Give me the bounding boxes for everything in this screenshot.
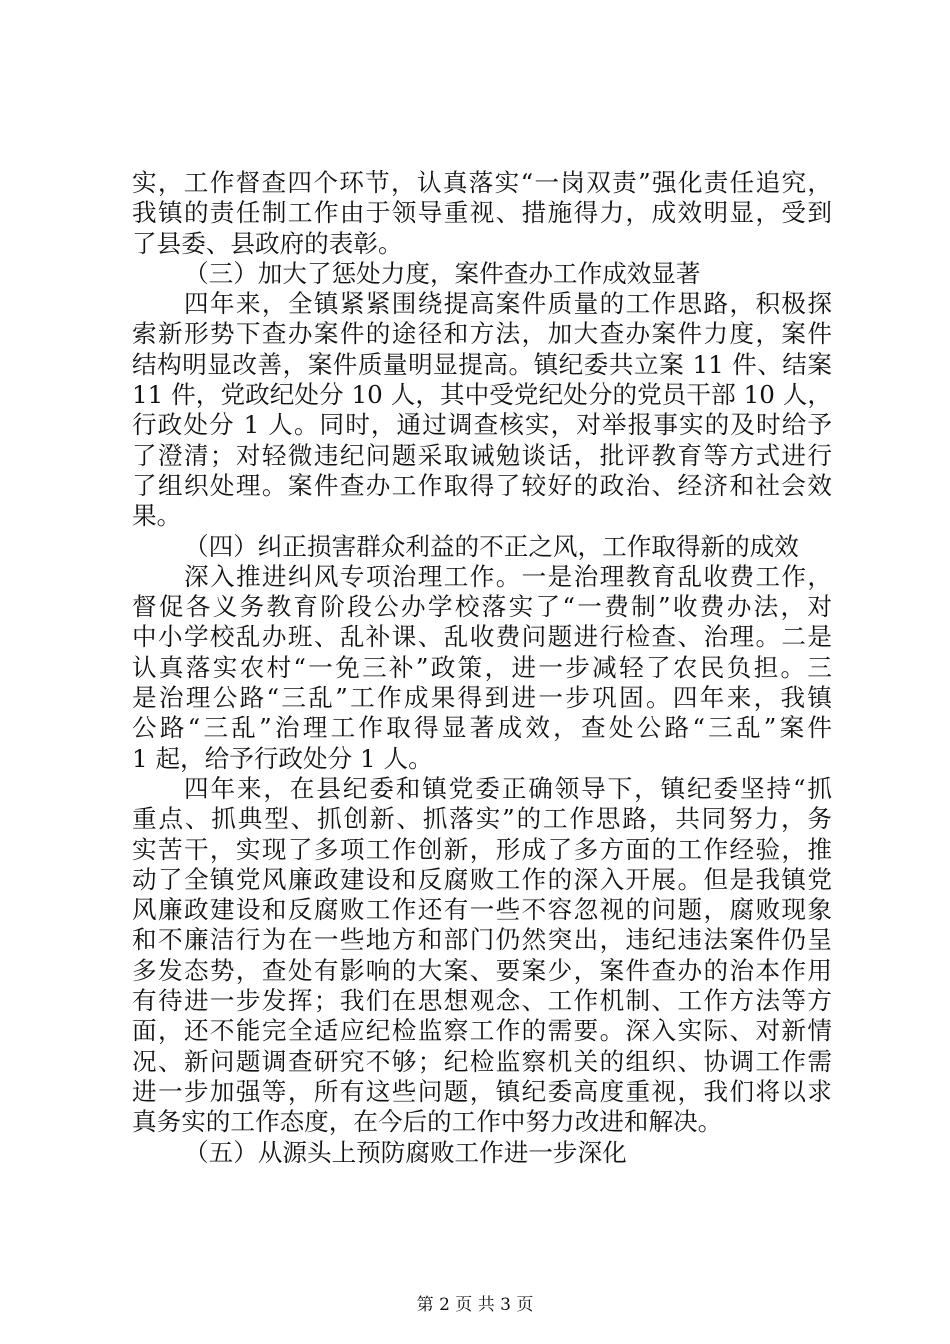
body-line: 认真落实农村“一免三补”政策，进一步减轻了农民负担。三 <box>132 652 832 682</box>
body-line: 是治理公路“三乱”工作成果得到进一步巩固。四年来，我镇 <box>132 683 832 713</box>
body-line: 我镇的责任制工作由于领导重视、措施得力，成效明显，受到 <box>132 198 832 228</box>
body-line: 了组织处理。案件查办工作取得了较好的政治、经济和社会效 <box>132 470 832 500</box>
page-number-footer: 第 2 页 共 3 页 <box>416 1295 534 1315</box>
body-line: 进一步加强等，所有这些问题，镇纪委高度重视，我们将以求 <box>132 1076 832 1106</box>
body-line: 11 件，党政纪处分 10 人，其中受党纪处分的党员干部 10 人， <box>132 380 832 410</box>
body-line: 多发态势，查处有影响的大案、要案少，案件查办的治本作用 <box>132 955 832 985</box>
body-line: 四年来，在县纪委和镇党委正确领导下，镇纪委坚持“抓 <box>184 773 832 803</box>
body-line: 真务实的工作态度，在今后的工作中努力改进和解决。 <box>132 1107 723 1137</box>
body-line: 有待进一步发挥；我们在思想观念、工作机制、工作方法等方 <box>132 986 832 1016</box>
body-line: 了县委、县政府的表彰。 <box>132 228 403 258</box>
body-line: 况、新问题调查研究不够；纪检监察机关的组织、协调工作需 <box>132 1046 832 1076</box>
body-line: 四年来，全镇紧紧围绕提高案件质量的工作思路，积极探 <box>184 289 832 319</box>
body-line: 动了全镇党风廉政建设和反腐败工作的深入开展。但是我镇党 <box>132 864 832 894</box>
body-line: 面，还不能完全适应纪检监察工作的需要。深入实际、对新情 <box>132 1016 832 1046</box>
body-line: 结构明显改善，案件质量明显提高。镇纪委共立案 11 件、结案 <box>132 349 832 379</box>
section-heading-5: （五）从源头上预防腐败工作进一步深化 <box>184 1137 627 1167</box>
body-line: 行政处分 1 人。同时，通过调查核实，对举报事实的及时给予 <box>132 410 832 440</box>
body-line: 索新形势下查办案件的途径和方法，加大查办案件力度，案件 <box>132 319 832 349</box>
body-line: 实苦干，实现了多项工作创新，形成了多方面的工作经验，推 <box>132 834 832 864</box>
document-body <box>132 168 832 1168</box>
body-line: 风廉政建设和反腐败工作还有一些不容忽视的问题，腐败现象 <box>132 895 832 925</box>
section-heading-4: （四）纠正损害群众利益的不正之风，工作取得新的成效 <box>184 531 799 561</box>
body-line: 深入推进纠风专项治理工作。一是治理教育乱收费工作， <box>184 561 832 591</box>
body-line: 中小学校乱办班、乱补课、乱收费问题进行检查、治理。二是 <box>132 622 832 652</box>
section-heading-3: （三）加大了惩处力度，案件查办工作成效显著 <box>184 258 701 288</box>
body-line: 督促各义务教育阶段公办学校落实了“一费制”收费办法，对 <box>132 592 832 622</box>
body-line: 和不廉洁行为在一些地方和部门仍然突出，违纪违法案件仍呈 <box>132 925 832 955</box>
body-line: 公路“三乱”治理工作取得显著成效，查处公路“三乱”案件 <box>132 713 832 743</box>
body-line: 实，工作督查四个环节，认真落实“一岗双责”强化责任追究， <box>132 168 832 197</box>
body-line: 果。 <box>132 501 182 531</box>
body-line: 1 起，给予行政处分 1 人。 <box>132 743 433 773</box>
body-line: 了澄清；对轻微违纪问题采取诫勉谈话，批评教育等方式进行 <box>132 440 832 470</box>
body-line: 重点、抓典型、抓创新、抓落实”的工作思路，共同努力，务 <box>132 804 832 834</box>
